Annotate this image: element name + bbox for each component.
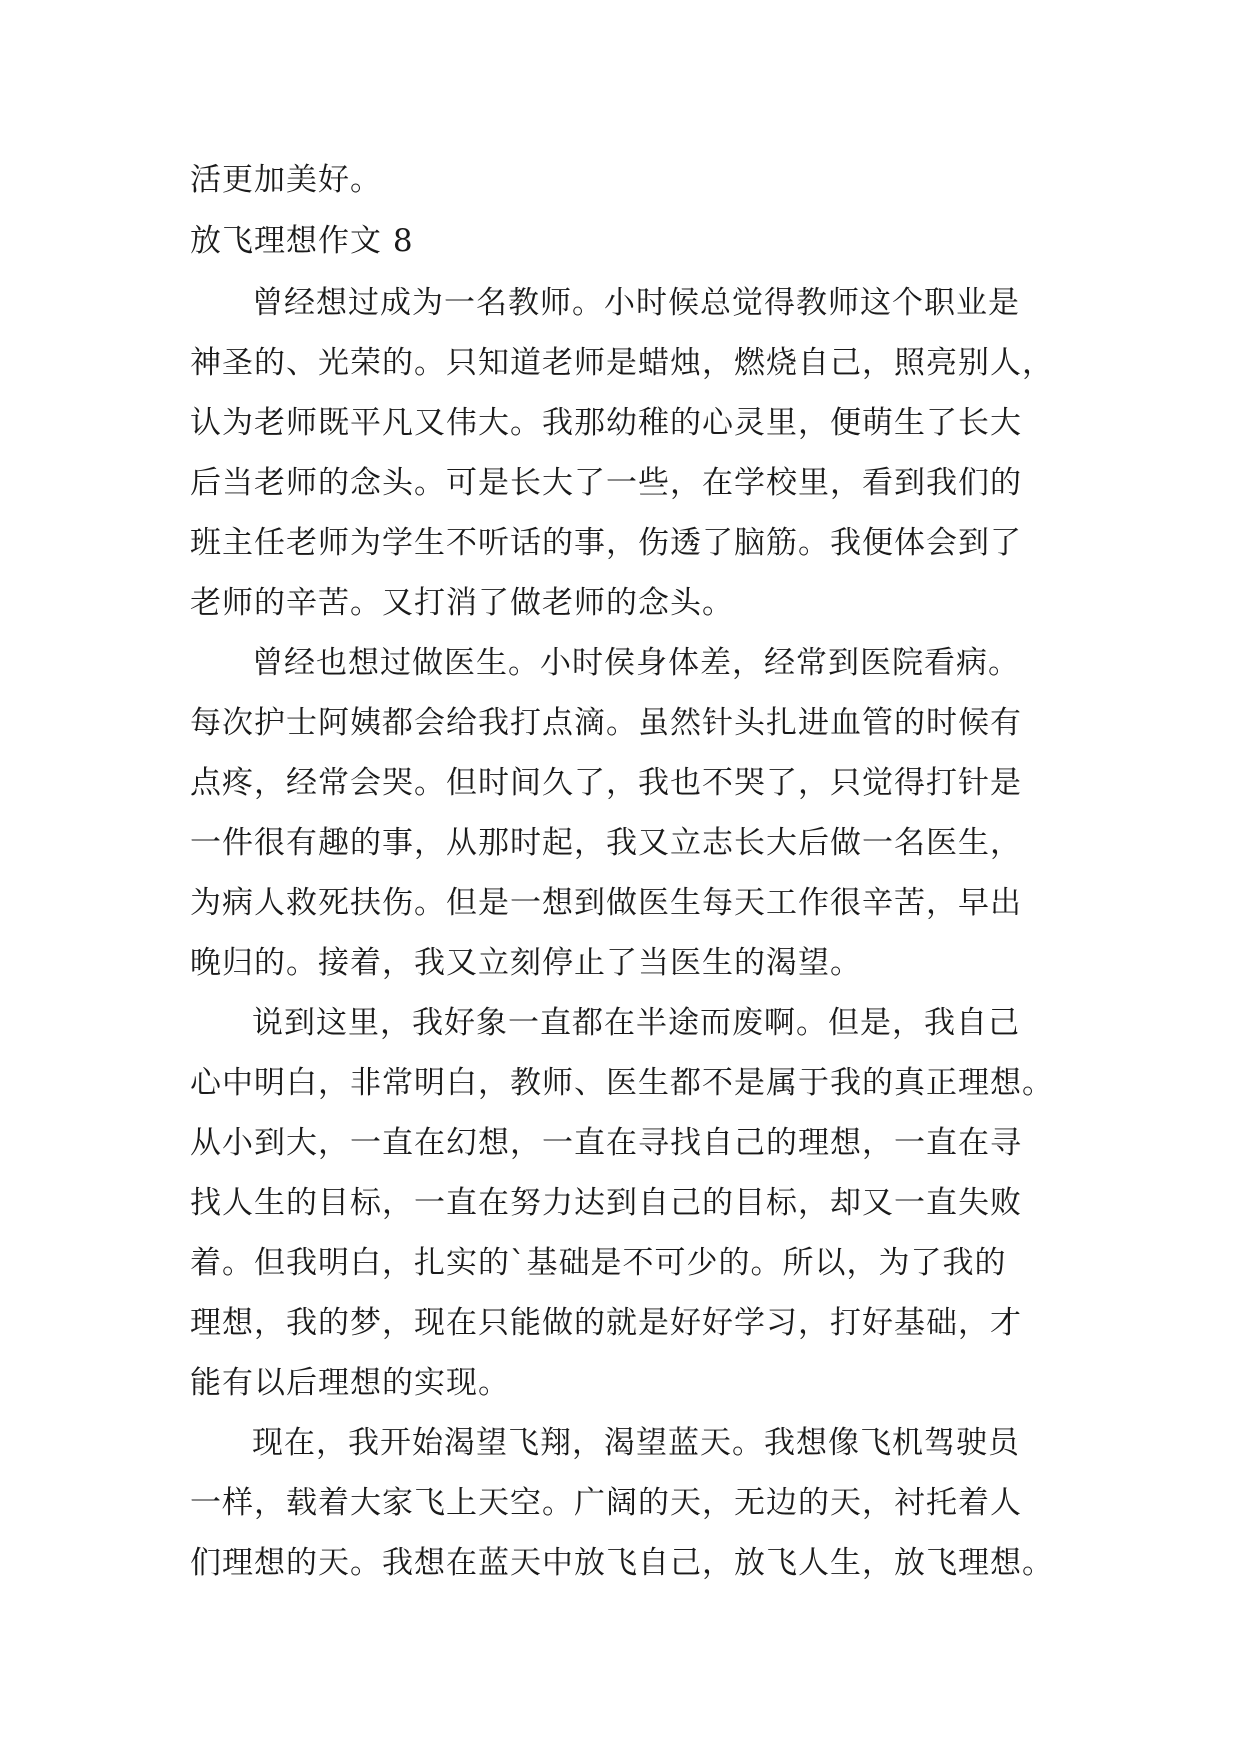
paragraph-line: 为病人救死扶伤。但是一想到做医生每天工作很辛苦，早出: [190, 885, 1022, 921]
paragraph-line: 班主任老师为学生不听话的事，伤透了脑筋。我便体会到了: [190, 525, 1022, 561]
paragraph-line: 着。但我明白，扎实的`基础是不可少的。所以，为了我的: [190, 1245, 1007, 1281]
paragraph-line: 曾经也想过做医生。小时侯身体差，经常到医院看病。: [252, 645, 1020, 681]
paragraph-line: 点疼，经常会哭。但时间久了，我也不哭了，只觉得打针是: [190, 765, 1022, 801]
paragraph-line: 们理想的天。我想在蓝天中放飞自己，放飞人生，放飞理想。: [190, 1545, 1054, 1581]
paragraph-line: 老师的辛苦。又打消了做老师的念头。: [190, 585, 734, 621]
paragraph-line: 一样，载着大家飞上天空。广阔的天，无边的天，衬托着人: [190, 1485, 1022, 1521]
paragraph-line: 从小到大，一直在幻想，一直在寻找自己的理想，一直在寻: [190, 1125, 1022, 1161]
paragraph-line: 每次护士阿姨都会给我打点滴。虽然针头扎进血管的时候有: [190, 705, 1022, 741]
paragraph-line: 晚归的。接着，我又立刻停止了当医生的渴望。: [190, 945, 862, 981]
paragraph-line: 曾经想过成为一名教师。小时候总觉得教师这个职业是: [252, 285, 1020, 321]
continuation-line: 活更加美好。: [190, 162, 382, 198]
paragraph-line: 能有以后理想的实现。: [190, 1365, 510, 1401]
paragraph-line: 找人生的目标，一直在努力达到自己的目标，却又一直失败: [190, 1185, 1022, 1221]
paragraph-line: 后当老师的念头。可是长大了一些，在学校里，看到我们的: [190, 465, 1022, 501]
paragraph-line: 理想，我的梦，现在只能做的就是好好学习，打好基础，才: [190, 1305, 1022, 1341]
essay-heading: 放飞理想作文 8: [190, 223, 414, 259]
paragraph-line: 神圣的、光荣的。只知道老师是蜡烛，燃烧自己，照亮别人，: [190, 345, 1054, 381]
paragraph-line: 说到这里，我好象一直都在半途而废啊。但是，我自己: [252, 1005, 1020, 1041]
paragraph-line: 一件很有趣的事，从那时起，我又立志长大后做一名医生，: [190, 825, 1022, 861]
paragraph-line: 心中明白，非常明白，教师、医生都不是属于我的真正理想。: [190, 1065, 1054, 1101]
paragraph-line: 认为老师既平凡又伟大。我那幼稚的心灵里，便萌生了长大: [190, 405, 1022, 441]
paragraph-line: 现在，我开始渴望飞翔，渴望蓝天。我想像飞机驾驶员: [252, 1425, 1020, 1461]
